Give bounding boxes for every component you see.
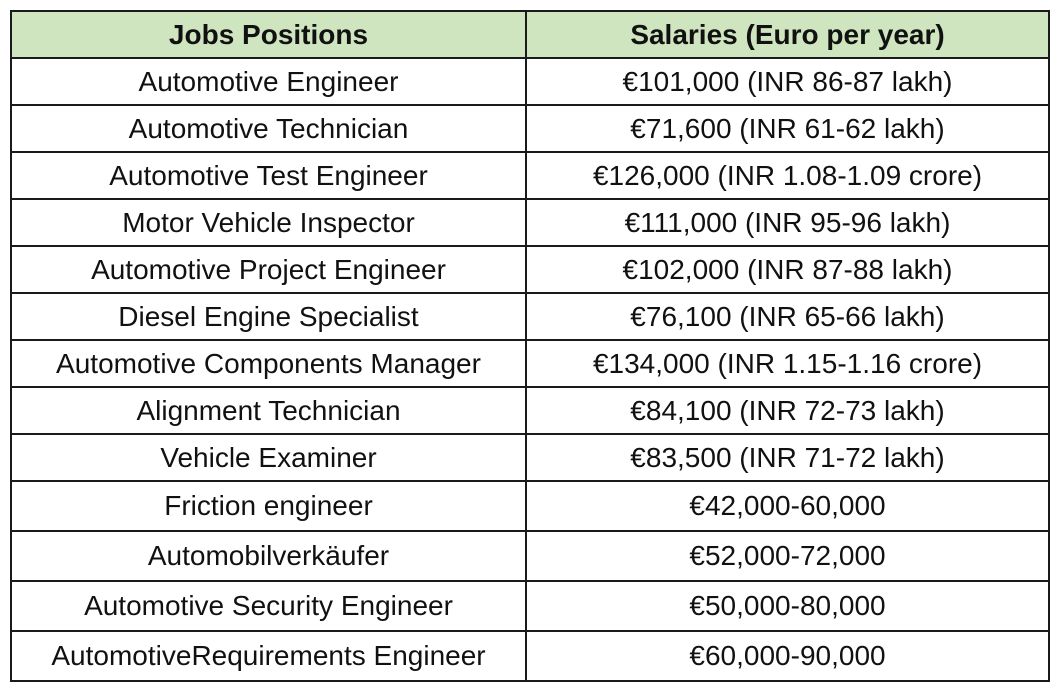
salary-cell: €134,000 (INR 1.15-1.16 crore) (526, 340, 1049, 387)
job-position-cell: Automotive Project Engineer (11, 246, 526, 293)
job-position-cell: Automobilverkäufer (11, 531, 526, 581)
salary-cell: €101,000 (INR 86-87 lakh) (526, 58, 1049, 105)
job-position-cell: Automotive Engineer (11, 58, 526, 105)
job-position-cell: Automotive Technician (11, 105, 526, 152)
salary-cell: €52,000-72,000 (526, 531, 1049, 581)
job-position-cell: AutomotiveRequirements Engineer (11, 631, 526, 681)
salary-cell: €42,000-60,000 (526, 481, 1049, 531)
salary-cell: €102,000 (INR 87-88 lakh) (526, 246, 1049, 293)
table-body (11, 58, 1049, 681)
salary-cell: €111,000 (INR 95-96 lakh) (526, 199, 1049, 246)
salary-cell: €71,600 (INR 61-62 lakh) (526, 105, 1049, 152)
salary-cell: €83,500 (INR 71-72 lakh) (526, 434, 1049, 481)
table-row (11, 293, 1049, 340)
table-row (11, 434, 1049, 481)
table-row (11, 152, 1049, 199)
job-position-cell: Motor Vehicle Inspector (11, 199, 526, 246)
salary-cell: €126,000 (INR 1.08-1.09 crore) (526, 152, 1049, 199)
salary-cell: €50,000-80,000 (526, 581, 1049, 631)
table-row (11, 340, 1049, 387)
header-row (11, 11, 1049, 58)
job-position-cell: Friction engineer (11, 481, 526, 531)
table-row (11, 199, 1049, 246)
table-row (11, 481, 1049, 531)
table-row (11, 58, 1049, 105)
header-job-positions: Jobs Positions (11, 11, 526, 58)
table-header (11, 11, 1049, 58)
header-salaries: Salaries (Euro per year) (526, 11, 1049, 58)
table-row (11, 531, 1049, 581)
salary-cell: €84,100 (INR 72-73 lakh) (526, 387, 1049, 434)
job-position-cell: Automotive Security Engineer (11, 581, 526, 631)
table-row (11, 105, 1049, 152)
job-position-cell: Automotive Components Manager (11, 340, 526, 387)
table-row (11, 631, 1049, 681)
job-position-cell: Vehicle Examiner (11, 434, 526, 481)
job-position-cell: Alignment Technician (11, 387, 526, 434)
table-row (11, 581, 1049, 631)
salary-cell: €76,100 (INR 65-66 lakh) (526, 293, 1049, 340)
salary-table (10, 10, 1050, 682)
table-row (11, 246, 1049, 293)
salary-cell: €60,000-90,000 (526, 631, 1049, 681)
table-row (11, 387, 1049, 434)
job-position-cell: Automotive Test Engineer (11, 152, 526, 199)
job-position-cell: Diesel Engine Specialist (11, 293, 526, 340)
